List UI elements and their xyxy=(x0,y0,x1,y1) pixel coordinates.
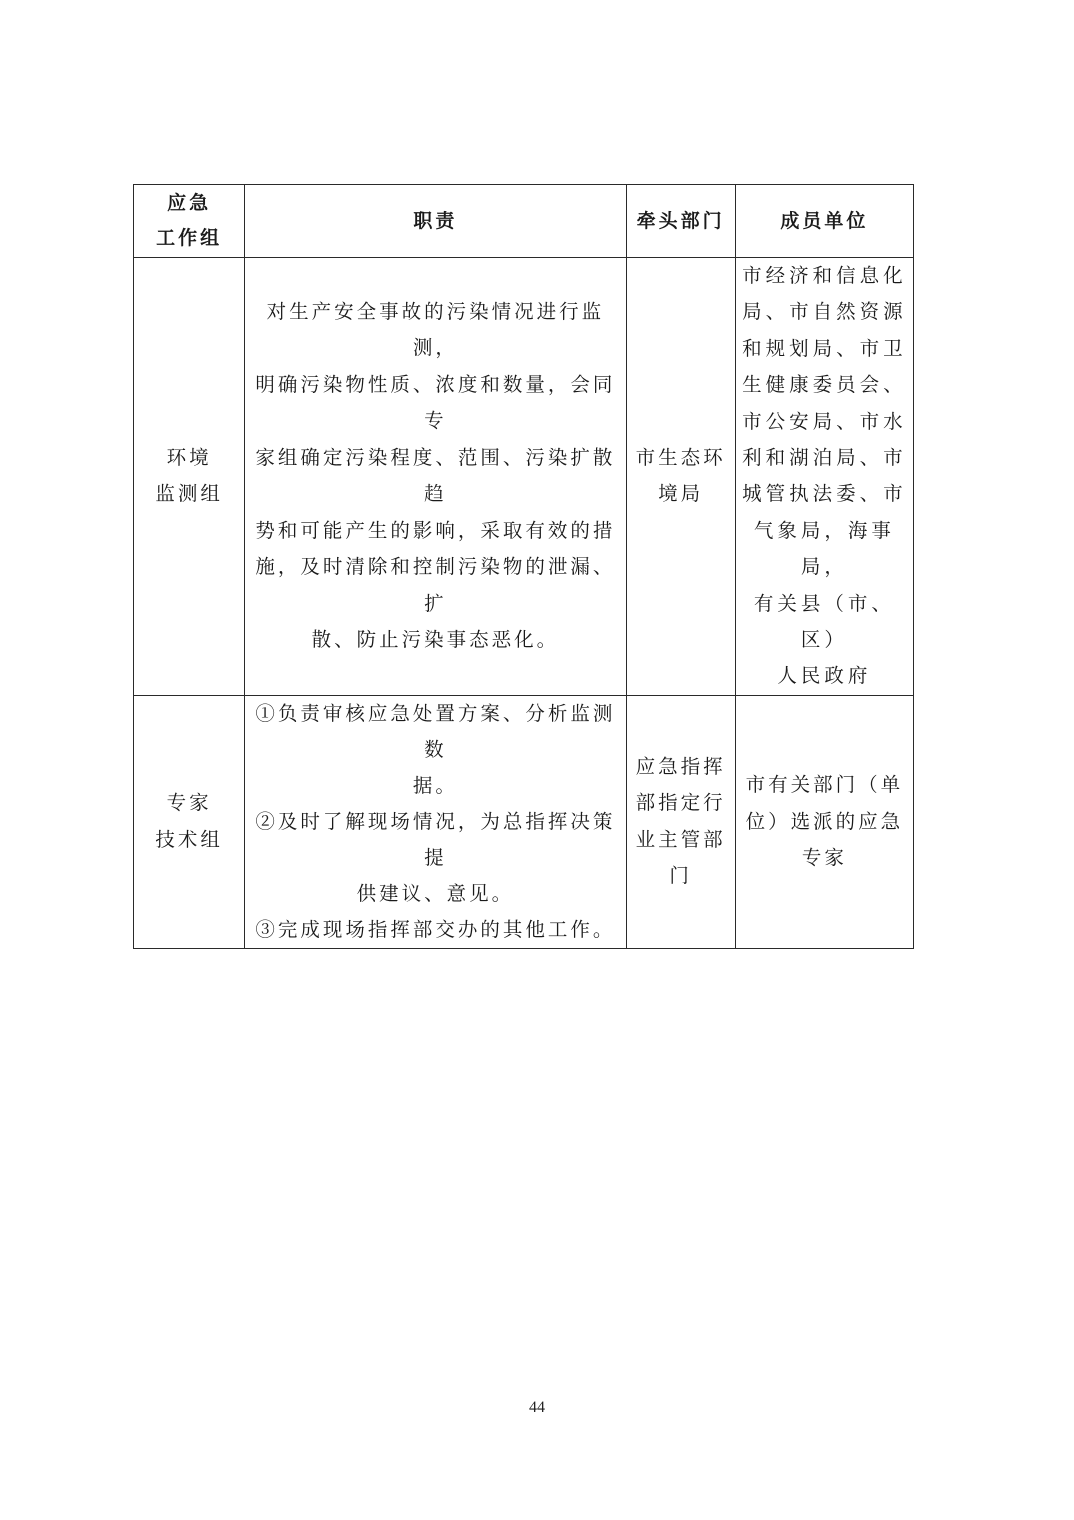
cell-member-units: 市经济和信息化 局、市自然资源 和规划局、市卫 生健康委员会、 市公安局、市水 利和湖泊局、市 城管执法委、市 气象局，海事局， 有关县（市、区） 人民政府 xyxy=(735,258,913,696)
cell-lead-department: 市生态环 境局 xyxy=(626,258,735,696)
page-number: 44 xyxy=(529,1399,545,1416)
header-group: 应急 工作组 xyxy=(134,185,245,258)
table-row xyxy=(134,258,914,696)
cell-duty: 对生产安全事故的污染情况进行监测， 明确污染物性质、浓度和数量，会同专 家组确定污染程度、范围、污染扩散趋 势和可能产生的影响，采取有效的措 施，及时清除和控制污染物的泄漏、扩 散、防止污染事态恶化。 xyxy=(245,258,626,696)
table-row xyxy=(134,695,914,948)
cell-group: 专家 技术组 xyxy=(134,695,245,948)
table-header-row xyxy=(134,185,914,258)
cell-lead-department: 应急指挥 部指定行 业主管部 门 xyxy=(626,695,735,948)
emergency-groups-table xyxy=(133,184,914,949)
header-member-units: 成员单位 xyxy=(735,185,913,258)
cell-duty: ①负责审核应急处置方案、分析监测数 据。 ②及时了解现场情况，为总指挥决策提 供建议、意见。 ③完成现场指挥部交办的其他工作。 xyxy=(245,695,626,948)
header-duty: 职责 xyxy=(245,185,626,258)
header-lead-department: 牵头部门 xyxy=(626,185,735,258)
cell-group: 环境 监测组 xyxy=(134,258,245,696)
cell-member-units: 市有关部门（单 位）选派的应急 专家 xyxy=(735,695,913,948)
